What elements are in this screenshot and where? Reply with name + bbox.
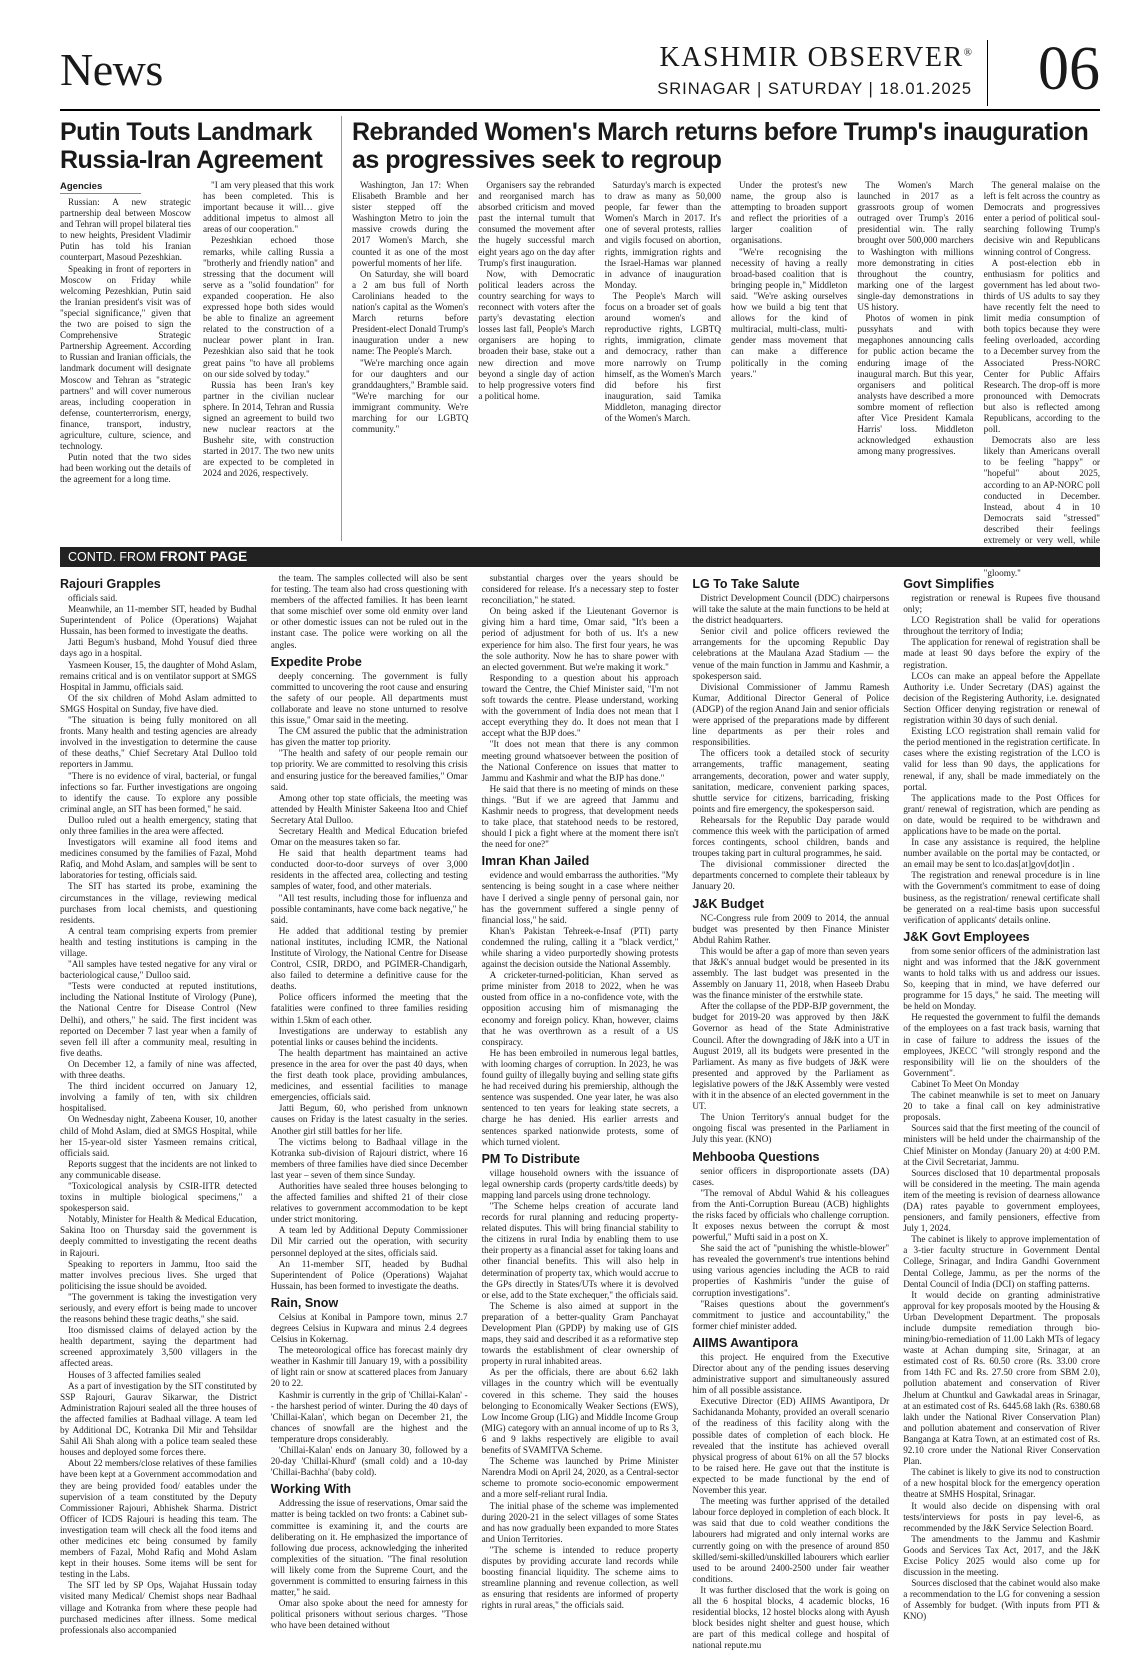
continued-column-5 — [903, 573, 1100, 1651]
registered-mark: ® — [963, 46, 972, 59]
paragraph: Russian: A new strategic partnership deal between Moscow and Tehran will propel bilateral ties to new heights, President Vladimir Putin has told his Iranian counterpart, Masoud Pezeshkian. — [60, 197, 191, 263]
paragraph: Photos of women in pink pussyhats and with megaphones announcing calls for public action became the enduring image of the inaugural march. But this year, organisers and political analysts have described a more sombre moment of reflection after Vice President Kamala Harris' loss. Middleton acknowledged exhaustion among many progressives. — [857, 313, 974, 457]
paragraph: Washington, Jan 17: When Elisabeth Bramble and her sister stepped off the Washington Metro to join the massive crowds during the 2017 Women's March, she counted it as one of the most powerful moments of her life. — [352, 180, 469, 268]
paragraph: village household owners with the issuance of legal ownership cards (property cards/title deeds) by mapping land parcels using drone technology. — [481, 1167, 679, 1200]
paragraph: The third incident occurred on January 12, involving a family of ten, with six children hospitalised. — [60, 1081, 257, 1114]
paragraph: Khan's Pakistan Tehreek-e-Insaf (PTI) party condemned the ruling, calling it a "black verdict," while sharing a video purportedly showing protests against the decision outside the National Assembly. — [481, 925, 679, 970]
paragraph: The meteorological office has forecast mainly dry weather in Kashmir till January 19, with a possibility of light rain or snow at scattered places from January 20 to 22. — [270, 1345, 468, 1389]
paragraph: It would also decide on dispensing with oral tests/interviews for posts in pay level-6, as recommended by the J&K Service Selection Board. — [903, 1500, 1100, 1533]
paragraph: On Wednesday night, Zabeena Kouser, 10, another child of Mohd Aslam, died at SMGS Hospital, while her 15-year-old sister Yasmeen remains critical, officials said. — [60, 1114, 257, 1158]
subhead: LG To Take Salute — [692, 577, 800, 591]
paragraph: A cricketer-turned-politician, Khan served as prime minister from 2018 to 2022, when he was ousted from office in a no-confidence vote, with the opposition accusing him of mismanaging the economy and foreign policy. Khan, however, claims that he was overthrown as a result of a US conspiracy. — [481, 970, 679, 1047]
paragraph: "Toxicological analysis by CSIR-IITR detected toxins in multiple biological specimens," a spokesperson said. — [60, 1180, 257, 1214]
paragraph: evidence and would embarrass the authorities. "My sentencing is being sought in a case where neither have I derived a single penny of personal gain, nor has the government suffered a single penny of financial loss," he said. — [481, 870, 679, 925]
subhead: Rain, Snow — [270, 1295, 339, 1310]
paragraph: The applications made to the Post Offices for grant/ renewal of registration, which are pending as on date, would be required to be withdrawn and applications have to be made on the portal. — [903, 792, 1100, 836]
paragraph: deeply concerning. The government is fully committed to uncovering the root cause and ensuring the safety of our people. All departments must collaborate and leave no stone unturned to resolve this issue," Omar said in the meeting. — [270, 670, 468, 726]
paragraph: Meanwhile, an 11-member SIT, headed by Budhal Superintendent of Police (Operations) Wajahat Hussain, has been formed to investigate the deaths. — [60, 604, 257, 637]
paragraph: "It does not mean that there is any common meeting ground whatsoever between the position of the National Conference on issues that matter to Jammu and Kashmir and what the BJP has done." — [481, 739, 679, 783]
paragraph: He requested the government to fulfil the demands of the employees on a fast track basis, warning that in case of failure to address the issues of the employees, JKECC "will strongly respond and the responsibility will lie on the shoulders of the Government". — [903, 1012, 1100, 1078]
paragraph: On December 12, a family of nine was affected, with three deaths. — [60, 1058, 257, 1081]
paragraph: Addressing the issue of reservations, Omar said the matter is being tackled on two fronts: a Cabinet sub-committee is examining it, and the courts are deliberating on it. He emphasized the importance of following due process, acknowledging the inherited complexities of the situation. "The final resolution will likely come from the Supreme Court, and the government is committed to ensuring fairness in this matter," he said. — [270, 1498, 468, 1598]
newspaper-name: KASHMIR OBSERVER — [659, 42, 964, 73]
paragraph: Sources said that the first meeting of the council of ministers will be held under the chairmanship of the Chief Minister on Monday (January 20) at 4:00 P.M. at the Civil Secretariat, Jammu. — [903, 1123, 1100, 1167]
paragraph: Executive Director (ED) AIIMS Awantipora, Dr Sachidananda Mohanty, provided an overall scenario of the readiness of this facility along with the possible dates of completion of each block. He revealed that the institute has achieved overall physical progress of about 61% on all the 57 blocks to be raised here. He gave out that the institute is expected to be made functional by the end of November this year. — [692, 1396, 890, 1496]
paragraph: Divisional Commissioner of Jammu Ramesh Kumar, Additional Director General of Police (ADGP) of the region Anand Jain and senior officials were apprised of the preparations made by different line departments as per their roles and responsibilities. — [692, 681, 890, 748]
continued-banner — [60, 547, 1100, 567]
dateline: SRINAGAR | SATURDAY | 18.01.2025 — [657, 80, 972, 98]
paragraph: Speaking in front of reporters in Moscow on Friday while welcoming Pezeshkian, Putin said the Iranian president's visit was of "special significance," given that the two are poised to sign the Comprehensive Strategic Partnership Agreement. According to Russian and Iranian officials, the landmark document will designate Moscow and Tehran as "strategic partners" and will cover numerous areas, including cooperation in defense, counterterrorism, energy, finance, transport, industry, agriculture, culture, science, and technology. — [60, 263, 191, 452]
paragraph: "The scheme is intended to reduce property disputes by providing accurate land records while boosting financial liquidity. The scheme aims to streamline planning and revenue collection, as well as ensuring that residents are informed of property rights in rural areas," the officials said. — [481, 1544, 679, 1611]
paragraph: The CM assured the public that the administration has given the matter top priority. — [270, 726, 468, 748]
paragraph: He said that there is no meeting of minds on these things. "But if we are agreed that Jammu and Kashmir needs to progress, that development needs to take place, that statehood needs to be restored, should I pick a fight where at the moment there isn't the need for one?" — [481, 783, 679, 850]
paragraph: He has been embroiled in numerous legal battles, with looming charges of corruption. In 2023, he was found guilty of illegally buying and selling state gifts he had received during his premiership, although the sentence was suspended. One year later, he was also sentenced to ten years for leaking state secrets, a charge he has denied. His earlier arrests and sentences sparked nationwide protests, some of which turned violent. — [481, 1047, 679, 1147]
paragraph: Putin noted that the two sides had been working out the details of the agreement for a long time. — [60, 452, 191, 485]
continued-columns — [60, 573, 1100, 1651]
paragraph: NC-Congress rule from 2009 to 2014, the annual budget was presented by then Finance Minister Abdul Rahim Rather. — [692, 912, 890, 945]
paragraph: "The government is taking the investigation very seriously, and every effort is being made to uncover the reasons behind these tragic deaths," she said. — [60, 1291, 257, 1325]
masthead — [60, 35, 1100, 108]
paragraph: Dulloo ruled out a health emergency, stating that only three families in the area were affected. — [60, 814, 257, 836]
subhead: J&K Budget — [692, 896, 764, 911]
subhead: AIIMS Awantipora — [692, 1335, 798, 1350]
paragraph: "Raises questions about the government's commitment to justice and accountability," the former chief minister added. — [692, 1298, 890, 1331]
paragraph: The meeting was further apprised of the detailed labour force deployed in completion of each block. It was said that due to cold weather conditions the labourers had migrated and only internal works are currently going on with the presence of around 850 skilled/semi-skilled/unskilled labourers which earlier used to be around 2400-2500 under fair weather conditions. — [692, 1496, 890, 1584]
paragraph: LCOs can make an appeal before the Appellate Authority i.e. Under Secretary (DAS) against the decision of the Registering Authority, i.e. designated Section Officer denying registration or renewal of registration within 30 days of such denial. — [903, 670, 1100, 726]
paragraph: this project. He enquired from the Executive Director about any of the pending issues deserving administrative support and simultaneously assured him of all possible assistance. — [692, 1351, 890, 1396]
paragraph: "There is no evidence of viral, bacterial, or fungal infections so far. Further investigations are ongoing to identify the cause. To explore any possible criminal angle, an SIT has been formed," he said. — [60, 770, 257, 814]
paragraph: Sources disclosed that the cabinet would also make a recommendation to the LG for convening a session of Assembly for budget. (With inputs from PTI & KNO) — [903, 1578, 1100, 1622]
paragraph: Responding to a question about his approach toward the Centre, the Chief Minister said, "I'm not soft towards the centre. Please understand, working with the government of India does not mean that I accept everything they do. It does not mean that I accept what the BJP does." — [481, 672, 679, 739]
paragraph: The cabinet is likely to give its nod to construction of a new hospital block for the emergency operation theatre at SMHS Hospital, Srinagar. — [903, 1467, 1100, 1500]
paragraph: Itoo dismissed claims of delayed action by the health department, saying the department had screened approximately 3,500 villagers in the affected areas. — [60, 1325, 257, 1369]
subhead: Govt Simplifies — [903, 577, 995, 591]
paragraph: Cabinet To Meet On Monday — [911, 1078, 1020, 1089]
paragraph: "All samples have tested negative for any viral or bacteriological cause," Dulloo said. — [60, 959, 257, 981]
subhead: PM To Distribute — [481, 1151, 580, 1166]
paragraph: Houses of 3 affected families sealed — [68, 1369, 201, 1380]
paragraph: Pezeshkian echoed those remarks, while calling Russia a "brotherly and friendly nation" and stressing that the document will serve as a "solid foundation" for expanded cooperation. He also expressed hope both sides would be able to finalize an agreement related to the construction of a nuclear power plant in Iran. Pezeshkian also said that he took great pains "to have all problems on our side solved by today." — [203, 235, 334, 379]
paragraph: The initial phase of the scheme was implemented during 2020-21 in the select villages of some States and has now gradually been expanded to more States and Union Territories. — [481, 1500, 679, 1544]
paragraph: The Scheme is also aimed at support in the preparation of a better-quality Gram Panchayat Development Plan (GPDP) by making use of GIS maps, they said and described it as a reformative step towards the establishment of clear ownership of property in rural inhabited areas. — [481, 1300, 679, 1367]
paragraph: The health department has maintained an active presence in the area for over the past 40 days, when the first death took place, providing ambulances, medicines, and essential facilities to manage emergencies, officials said. — [270, 1047, 468, 1103]
paragraph: The cabinet is likely to approve implementation of a 3-tier faculty structure in Government Dental College, Srinagar, and Indira Gandhi Government Dental College, Jammu, as per the norms of the Dental Council of India (DCI) on staffing patterns. — [903, 1234, 1100, 1289]
paragraph: Authorities have sealed three houses belonging to the affected families and shifted 21 of their close relatives to government accommodation to be kept under strict monitoring. — [270, 1180, 468, 1225]
article2-body — [352, 180, 1100, 579]
paragraph: Organisers say the rebranded and reorganised march has absorbed criticism and moved past the internal tumult that consumed the movement after the hugely successful march eight years ago on the day after Trump's first inauguration. — [478, 180, 595, 268]
paragraph: LCO Registration shall be valid for operations throughout the territory of India; — [903, 615, 1100, 637]
paragraph: The divisional commissioner directed the departments concerned to complete their tableaux by January 20. — [692, 859, 890, 892]
paragraph: He added that additional testing by premier national institutes, including ICMR, the National Institute of Virology, the National Centre for Disease Control, CSIR, DRDO, and PGIMER-Chandigarh, also failed to determine a definitive cause for the deaths. — [270, 925, 468, 992]
paragraph: Jatti Begum's husband, Mohd Yousuf died three days ago in a hospital. — [60, 637, 257, 659]
subhead: Expedite Probe — [270, 654, 362, 669]
paragraph: This would be after a gap of more than seven years that J&K's annual budget would be presented in its assembly. The last budget was presented in the Assembly on January 11, 2018, when Haseeb Drabu was the finance minister of the erstwhile state. — [692, 945, 890, 1001]
paragraph: "We're marching once again for our daughters and our granddaughters," Bramble said. "We're marching for our immigrant community. We're marching for our LGBTQ community." — [352, 357, 469, 435]
paragraph: "All test results, including those for influenza and possible contaminants, have come back negative," he said. — [270, 892, 468, 925]
top-rule — [60, 109, 1100, 111]
masthead-divider — [987, 40, 988, 106]
paragraph: "The Scheme helps creation of accurate land records for rural planning and reducing property-related disputes. This will bring financial stability to the citizens in rural India by enabling them to use their property as a financial asset for taking loans and other financial benefits. This will also help in determination of property tax, which would accrue to the GPs directly in States/UTs where it is devolved or else, add to the State exchequer," the officials said. — [481, 1200, 679, 1300]
paragraph: Yasmeen Kouser, 15, the daughter of Mohd Aslam, remains critical and is on ventilator support at SMGS Hospital in Jammu, officials said. — [60, 659, 257, 692]
paragraph: A team led by Additional Deputy Commissioner Dil Mir carried out the operation, with security personnel deployed at the sites, officials said. — [270, 1225, 468, 1258]
continued-column-4 — [692, 573, 889, 1651]
paragraph: She said the act of "punishing the whistle-blower" has revealed the government's true intentions behind using various agencies including the ACB to raid properties of Kashmiris "under the guise of corruption investigations". — [692, 1243, 890, 1298]
article2-headline: Rebranded Women's March returns before Trump's inauguration as progressives seek to regroup — [352, 118, 1089, 174]
page-number: 06 — [1038, 35, 1100, 103]
paragraph: On being asked if the Lieutenant Governor is giving him a hard time, Omar said, "It's been a period of adjustment for both of us. It's a new experience for him also. The first four years, he was the sole authority. Now he has to share power with an elected government. But we're making it work." — [481, 606, 679, 672]
paragraph: Among other top state officials, the meeting was attended by Health Minister Sakeena Itoo and Chief Secretary Atal Dulloo. — [270, 792, 468, 825]
paragraph: Investigations are underway to establish any potential links or causes behind the incidents. — [270, 1025, 468, 1047]
continued-column-1 — [60, 573, 257, 1651]
paragraph: Speaking to reporters in Jammu, Itoo said the matter involves precious lives. She urged that politicising the issue should be avoided. — [60, 1258, 257, 1291]
article2-col-6 — [984, 180, 1100, 579]
subhead: Mehbooba Questions — [692, 1149, 820, 1164]
paragraph: officials said. — [68, 593, 118, 603]
paragraph: Notably, Minister for Health & Medical Education, Sakina Itoo on Thursday said the government is deeply committed to investigating the recent deaths in Rajouri. — [60, 1214, 257, 1258]
paragraph: It was further disclosed that the work is going on all the 6 hospital blocks, 4 academic blocks, 16 residential blocks, 12 hostel blocks along with Ayush block besides night shelter and guest house, which are part of this medical college and hospital of national repute.mu — [692, 1584, 890, 1651]
paragraph: The registration and renewal procedure is in line with the Government's commitment to ease of doing business, as the registration/ renewal certificate shall be generated on a real-time basis upon successful verification of applicants' details online. — [903, 870, 1100, 925]
subhead: Imran Khan Jailed — [481, 854, 590, 869]
paragraph: Democrats also are less likely than Americans overall to be feeling "happy" or "hopeful" about 2025, according to an AP-NORC poll conducted in December. Instead, about 4 in 10 Democrats said "stressed" described their feelings extremely or very well, while "gloomy." — [983, 435, 1100, 579]
paragraph: As per the officials, there are about 6.62 lakh villages in the country which will be eventually covered in this scheme. They said the houses belonging to Economically Weaker Sections (EWS), Low Income Group (LIG) and Middle Income Group (MIG) category with an annual income of up to Rs 3, 6 and 9 lakhs respectively are eligible to avail benefits of SVAMITVA Scheme. — [481, 1367, 679, 1456]
article1-headline: Putin Touts Landmark Russia-Iran Agreement — [60, 118, 323, 174]
paragraph: The SIT has started its probe, examining the circumstances in the village, reviewing medical purchases from local chemists, and questioning residents. — [60, 881, 257, 925]
paragraph: The application for renewal of registration shall be made at least 90 days before the expiry of the registration. — [903, 637, 1100, 670]
paragraph: The Women's March launched in 2017 as a grassroots group of women outraged over Trump's 2016 presidential win. The rally brought over 500,000 marchers to Washington with millions more demonstrating in cities throughout the country, marking one of the largest single-day demonstrations in US history. — [857, 180, 974, 313]
paragraph: Existing LCO registration shall remain valid for the period mentioned in the registration certificate. In cases where the existing registration of the LCO is valid for less than 90 days, the applications for renewal, if any, shall be made immediately on the portal. — [903, 726, 1100, 792]
banner-prefix: CONTD. FROM — [68, 550, 160, 564]
paragraph: District Development Council (DDC) chairpersons will take the salute at the main functions to be held at the district headquarters. — [692, 593, 890, 626]
newspaper-logo — [660, 42, 973, 74]
column-divider — [341, 116, 342, 541]
paragraph: 'Chillai-Kalan' ends on January 30, followed by a 20-day 'Chillai-Khurd' (small cold) and a 10-day 'Chillai-Bachha' (baby cold). — [270, 1445, 468, 1478]
paragraph: Kashmir is currently in the grip of 'Chillai-Kalan' -- the harshest period of winter. During the 40 days of 'Chillai-Kalan', which began on December 21, the chances of snowfall are the highest and the temperature drops considerably. — [270, 1389, 468, 1444]
paragraph: About 22 members/close relatives of these families have been kept at a Government accommodation and they are being provided food/ eatables under the supervision of a team constituted by the Deputy Commissioner Rajouri, Abhishek Sharma. District Officer of ICDS Rajouri is heading this team. The investigation team will check all the food items and other medicines etc being consumed by family members of Fazal, Mohd Rafiq and Mohd Aslam kept in their houses. Some items will be sent for testing in the Labs. — [60, 1458, 257, 1580]
paragraph: "Tests were conducted at reputed institutions, including the National Institute of Virology (Pune), the National Centre for Disease Control (New Delhi), and others," he said. The first incident was reported on December 7 last year when a family of seven fell ill after a community meal, resulting in five deaths. — [60, 981, 257, 1058]
article2-col-2 — [478, 180, 594, 579]
article2-col-1 — [352, 180, 468, 579]
paragraph: Investigators will examine all food items and medicines consumed by the families of Fazal, Mohd Rafiq, and Mohd Aslam, and samples will be sent to laboratories for testing, officials said. — [60, 837, 257, 881]
subhead: Working With — [270, 1482, 351, 1497]
paragraph: The amendments to the Jammu and Kashmir Goods and Services Tax Act, 2017, and the J&K Excise Policy 2025 would also come up for discussion in the meeting. — [903, 1533, 1100, 1578]
paragraph: The SIT led by SP Ops, Wajahat Hussain today visited many Medical/ Chemist shops near Badhaal village and Kotranka from where these people had purchased medicines after illness. Some medical professionals also accompanied — [60, 1580, 257, 1635]
paragraph: It would decide on granting administrative approval for key proposals mooted by the Housing & Urban Development Department. The proposals include dumpsite remediation through bio-mining/bio-remediation of 11.00 Lakh MTs of legacy waste at Achan dumping site, Srinagar, at an estimated cost of Rs. 60.50 crore (Rs. 33.00 crore from 14th FC and Rs. 27.50 crore from SBM 2.0), pollution abatement and conservation of River Jhelum at Chuntkul and Gawkadal areas in Srinagar, at an estimated cost of Rs. 6445.68 lakh (Rs. 6380.68 lakh under the National River Conservation Plan) and pollution abatement and conservation of River Banganga at Katra Town, at an estimated cost of Rs. 92.10 crore under the National River Conservation Plan. — [903, 1289, 1100, 1467]
paragraph: Reports suggest that the incidents are not linked to any communicable disease. — [60, 1158, 257, 1180]
article1-body — [60, 180, 334, 540]
paragraph: substantial charges over the years should be considered for release. It's a necessary step to foster reconciliation," he stated. — [481, 573, 679, 606]
paragraph: In case any assistance is required, the helpline number available on the portal may be contacted, or an email may be sent to lco.das[at]gov[dot]in . — [903, 837, 1100, 870]
article1-col-1 — [60, 180, 191, 540]
subhead: J&K Govt Employees — [903, 929, 1030, 944]
paragraph: Saturday's march is expected to draw as many as 50,000 people, far fewer than the Women's March in 2017. It's one of several protests, rallies and vigils focused on abortion, rights, immigration rights and the Israel-Hamas war planned in advance of inauguration Monday. — [604, 180, 721, 290]
paragraph: Police officers informed the meeting that the fatalities were confined to three families residing within 1.5km of each other. — [270, 992, 468, 1025]
article1-col-2 — [203, 180, 334, 540]
paragraph: On Saturday, she will board a 2 am bus full of North Carolinians headed to the nation's capital as the Women's March returns before President-elect Donald Trump's inauguration under a new name: The People's March. — [352, 268, 469, 357]
paragraph: A post-election ebb in enthusiasm for politics and government has led about two-thirds of US adults to say they have recently felt the need to limit media consumption of both topics because they were feeling overloaded, according to a December survey from the Associated Press-NORC Center for Public Affairs Research. The drop-off is more pronounced with Democrats but also is reflected among Republicans, according to the poll. — [983, 257, 1100, 435]
paragraph: "We're recognising the necessity of having a really broad-based coalition that is bringing people in," Middleton said. "We're asking ourselves how we build a big tent that allows for the kind of multiracial, multi-class, multi-gender mass movement that can make a difference politically in the coming years." — [731, 246, 848, 379]
continued-column-3 — [482, 573, 679, 1651]
paragraph: registration or renewal is Rupees five thousand only; — [903, 593, 1100, 615]
paragraph: After the collapse of the PDP-BJP government, the budget for 2019-20 was approved by then J&K Governor as head of the State Administrative Council. After the downgrading of J&K into a UT in August 2019, all its budgets were presented in the Parliament. As many as five budgets of J&K were presented and approved by the Parliament as legislative powers of the J&K Assembly were vested with it in the absence of an elected government in the UT. — [692, 1001, 890, 1112]
paragraph: The Union Territory's annual budget for the ongoing fiscal was presented in the Parliament in July this year. (KNO) — [692, 1112, 890, 1145]
paragraph: Secretary Health and Medical Education briefed Omar on the measures taken so far. — [270, 825, 468, 848]
paragraph: "The removal of Abdul Wahid & his colleagues from the Anti-Corruption Bureau (ACB) highlights the risks faced by officials who challenge corruption. It exposes nexus between the corrupt & most powerful," Mufti said in a post on X. — [692, 1187, 890, 1243]
paragraph: The People's March will focus on a broader set of goals around women's and reproductive rights, LGBTQ rights, immigration, climate and democracy, rather than more narrowly on Trump himself, as the Women's March did before his first inauguration, said Tamika Middleton, managing director of the Women's March. — [604, 290, 721, 423]
paragraph: Sources disclosed that 10 departmental proposals will be considered in the meeting. The main agenda item of the meeting is revision of dearness allowance (DA) rates payable to government employees, pensioners, and family pensioners, effective from July 1, 2024. — [903, 1167, 1100, 1234]
paragraph: Senior civil and police officers reviewed the arrangements for the upcoming Republic Day celebrations at the Maulana Azad Stadium — the venue of the main function in Jammu and Kashmir, a spokesperson said. — [692, 626, 890, 681]
paragraph: The cabinet meanwhile is set to meet on January 20 to take a final call on key administrative proposals. — [903, 1090, 1100, 1123]
paragraph: The victims belong to Badhaal village in the Kotranka sub-division of Rajouri district, where 16 members of three families have died since December last year – seven of them since Sunday. — [270, 1136, 468, 1180]
paragraph: Rehearsals for the Republic Day parade would commence this week with the participation of armed forces contingents, school children, bands and troupes taking part in cultural programmes, he said. — [692, 814, 890, 859]
paragraph: As a part of investigation by the SIT constituted by SSP Rajouri, Gaurav Sikarwar, the District Administration Rajouri sealed all the three houses of the affected families at Badhaal village. A team led by Additional DC, Kotranka Dil Mir and Tehsildar Sahil Ali Shah along with a police team sealed these houses and deployed some forces there. — [60, 1380, 257, 1458]
paragraph: An 11-member SIT, headed by Budhal Superintendent of Police (Operations) Wajahat Hussain, has been formed to investigate the deaths. — [270, 1258, 468, 1291]
paragraph: "The health and safety of our people remain our top priority. We are committed to resolving this crisis and ensuring justice for the bereaved families," Omar said. — [270, 748, 468, 792]
continued-column-2 — [271, 573, 468, 1651]
paragraph: The general malaise on the left is felt across the country as Democrats and progressives enter a period of political soul-searching following Trump's decisive win and Republicans winning control of Congress. — [983, 180, 1100, 257]
subhead: Rajouri Grapples — [60, 577, 161, 591]
paragraph: Omar also spoke about the need for amnesty for political prisoners without serious charges. "Those who have been detained without — [270, 1598, 468, 1631]
paragraph: "I am very pleased that this work has been completed. This is important because it will… give additional impetus to almost all areas of our cooperation." — [203, 180, 334, 235]
paragraph: A central team comprising experts from premier health and testing institutions is camping in the village. — [60, 925, 257, 958]
article2-col-5 — [857, 180, 973, 579]
paragraph: Jatti Begum, 60, who perished from unknown causes on Friday is the latest casualty in the series. Another girl still battles for her life. — [270, 1103, 468, 1136]
paragraph: "The situation is being fully monitored on all fronts. Many health and testing agencies are already involved in the investigation to determine the cause of these deaths," Chief Secretary Atal Dulloo told reporters in Jammu. — [60, 715, 257, 770]
byline: Agencies — [60, 180, 141, 194]
article2-col-3 — [605, 180, 721, 579]
paragraph: Russia has been Iran's key partner in the civilian nuclear sphere. In 2014, Tehran and Russia signed an agreement to build two new nuclear reactors at the Bushehr site, with construction started in 2017. The two new units are expected to be completed in 2024 and 2026, respectively. — [203, 379, 334, 479]
article2-col-4 — [731, 180, 847, 579]
paragraph: Celsius at Konibal in Pampore town, minus 2.7 degrees Celsius in Kupwara and minus 2.4 degrees Celsius in Kokernag. — [270, 1311, 468, 1345]
paragraph: Under the protest's new name, the group also is attempting to broaden support and reflect the priorities of a larger coalition of organisations. — [731, 180, 848, 246]
paragraph: The Scheme was launched by Prime Minister Narendra Modi on April 24, 2020, as a Central-sector scheme to promote socio-economic empowerment and a more self-reliant rural India. — [481, 1456, 679, 1500]
paragraph: Now, with Democratic political leaders across the country searching for ways to reconnect with voters after the party's devastating election losses last fall, People's March organisers are hoping to broaden their base, stake out a new direction and move beyond a single day of action to help progressive voters find a political home. — [478, 268, 595, 401]
paragraph: from some senior officers of the administration last night and was informed that the J&K government wants to hold talks with us and address our issues. So, keeping that in mind, we have deferred our programme for 15 days," he said. The meeting will be held on Monday. — [903, 945, 1100, 1012]
paragraph: senior officers in disproportionate assets (DA) cases. — [692, 1165, 890, 1187]
section-title: News — [60, 44, 163, 95]
paragraph: Of the six children of Mohd Aslam admitted to SMGS Hospital on Sunday, five have died. — [60, 692, 257, 714]
banner-bold: FRONT PAGE — [159, 549, 248, 564]
paragraph: He said that health department teams had conducted door-to-door surveys of over 3,000 residents in the affected area, collecting and testing samples of water, food, and other materials. — [270, 848, 468, 892]
paragraph: The officers took a detailed stock of security arrangements, traffic management, seating arrangements, decoration, power and water supply, sanitation, medicare, convenient parking spaces, shuttle service for citizens, barricading, frisking points and fire emergency, the spokesperson said. — [692, 748, 890, 814]
paragraph: the team. The samples collected will also be sent for testing. The team also had cross questioning with members of the affected families. It has been learnt that some mischief over some old enmity over land or other domestic issues can not be ruled out in the instant case. The police were working on all the angles. — [270, 573, 468, 650]
